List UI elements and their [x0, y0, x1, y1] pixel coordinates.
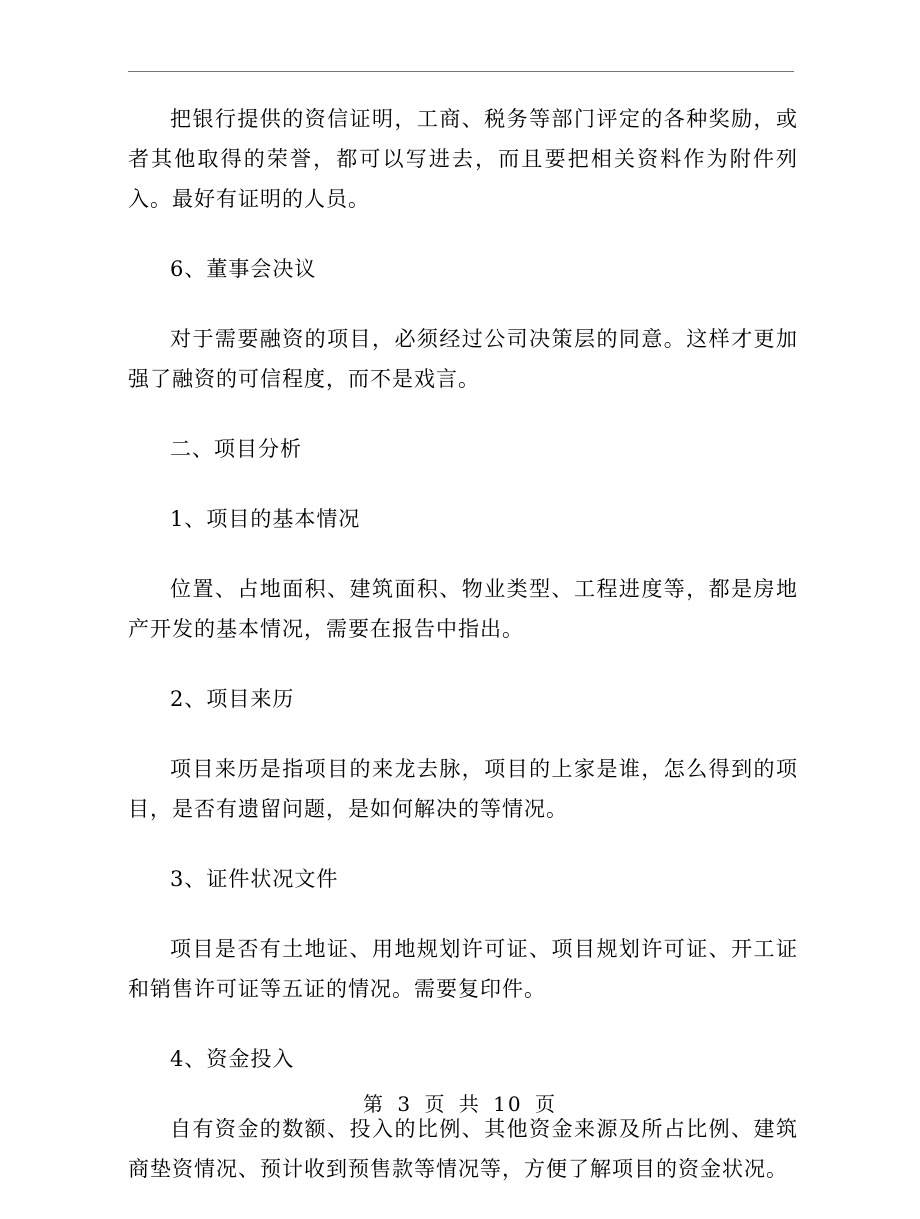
- heading-basic-info: 1、项目的基本情况: [170, 507, 361, 531]
- heading-capital-input: 4、资金投入: [170, 1047, 295, 1071]
- paragraph-certificates: 项目是否有土地证、用地规划许可证、项目规划许可证、开工证和销售许可证等五证的情况。需要复印件。: [128, 937, 798, 1001]
- heading-board-resolution: 6、董事会决议: [170, 257, 317, 281]
- paragraph-project-origin: 项目来历是指项目的来龙去脉，项目的上家是谁，怎么得到的项目，是否有遗留问题，是如何解决的等情况。: [128, 757, 798, 821]
- paragraph-board-resolution: 对于需要融资的项目，必须经过公司决策层的同意。这样才更加强了融资的可信程度，而不是戏言。: [128, 327, 798, 391]
- heading-project-origin: 2、项目来历: [170, 687, 295, 711]
- heading-certificates: 3、证件状况文件: [170, 867, 339, 891]
- paragraph-credentials: 把银行提供的资信证明，工商、税务等部门评定的各种奖励，或者其他取得的荣誉，都可以写进去，而且要把相关资料作为附件列入。最好有证明的人员。: [128, 107, 798, 211]
- header-rule: [128, 71, 794, 72]
- paragraph-capital-input: 自有资金的数额、投入的比例、其他资金来源及所占比例、建筑商垫资情况、预计收到预售款等情况等，方便了解项目的资金状况。: [128, 1117, 798, 1181]
- heading-project-analysis: 二、项目分析: [170, 437, 302, 461]
- page-number: 第 3 页 共 10 页: [363, 1092, 557, 1116]
- paragraph-basic-info: 位置、占地面积、建筑面积、物业类型、工程进度等，都是房地产开发的基本情况，需要在报告中指出。: [128, 577, 798, 641]
- page-footer: [0, 1089, 920, 1119]
- document-body: [128, 99, 798, 1219]
